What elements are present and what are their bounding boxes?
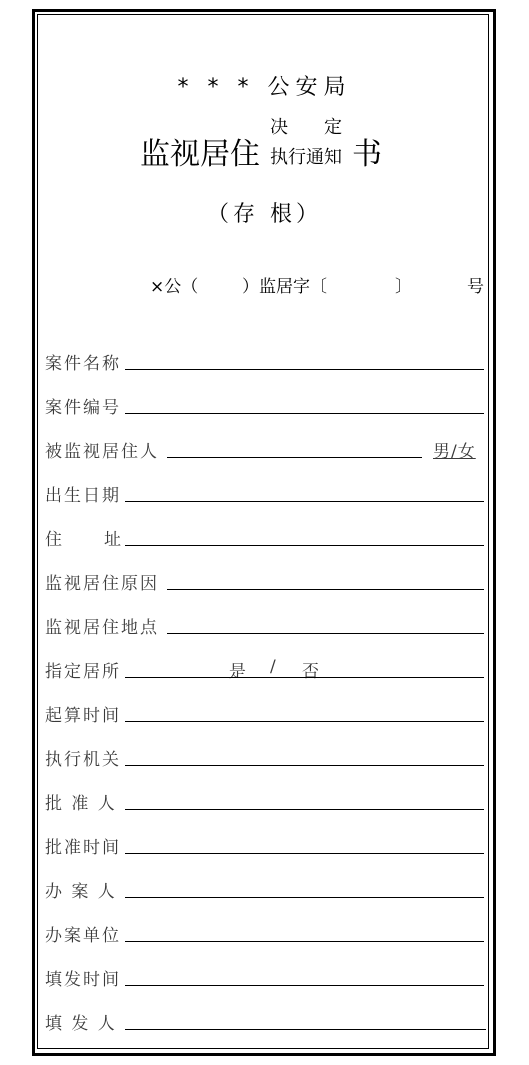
approval-time-field[interactable] <box>125 853 484 854</box>
location-label: 监视居住地点 <box>45 618 159 638</box>
case-number-label: 案件编号 <box>45 398 121 418</box>
reason-field[interactable] <box>167 589 484 590</box>
start-time-field[interactable] <box>125 721 484 722</box>
title-decision: 决 定 <box>270 117 342 138</box>
handling-unit-label: 办案单位 <box>45 926 121 946</box>
doc-number-prefix: ×公（ <box>150 277 199 297</box>
gender-options[interactable]: 男/女 <box>433 442 476 462</box>
reason-label: 监视居住原因 <box>45 574 159 594</box>
issuer-label: 填 发 人 <box>45 1014 117 1034</box>
executing-agency-field[interactable] <box>125 765 484 766</box>
designated-no[interactable]: 否 <box>302 662 319 682</box>
document-title <box>140 113 400 173</box>
subject-label: 被监视居住人 <box>45 442 159 462</box>
title-main: 监视居住 <box>140 137 260 172</box>
case-name-label: 案件名称 <box>45 354 121 374</box>
doc-number-close: 〕 <box>395 277 412 297</box>
designated-residence-label: 指定居所 <box>45 662 121 682</box>
address-field[interactable] <box>125 545 484 546</box>
title-end: 书 <box>352 137 382 172</box>
address-label-2: 址 <box>104 530 123 550</box>
stub-label: （存 根） <box>207 202 322 227</box>
agency-name: * * * 公安局 <box>177 75 352 100</box>
handler-label: 办 案 人 <box>45 882 117 902</box>
case-name-field[interactable] <box>125 369 484 370</box>
approver-field[interactable] <box>125 809 484 810</box>
subject-field[interactable] <box>167 457 422 458</box>
title-execution-notice: 执行通知 <box>270 147 342 168</box>
issue-time-label: 填发时间 <box>45 970 121 990</box>
designated-yes[interactable]: 是 <box>229 662 246 682</box>
approver-label: 批 准 人 <box>45 794 117 814</box>
designated-slash: / <box>270 657 276 677</box>
issue-time-field[interactable] <box>125 985 484 986</box>
doc-number-mid: ）监居字〔 <box>242 277 327 297</box>
doc-number-suffix: 号 <box>467 277 484 297</box>
birth-date-label: 出生日期 <box>45 486 121 506</box>
birth-date-field[interactable] <box>125 501 484 502</box>
issuer-field[interactable] <box>125 1029 486 1030</box>
address-label-1: 住 <box>45 530 64 550</box>
executing-agency-label: 执行机关 <box>45 750 121 770</box>
handling-unit-field[interactable] <box>125 941 484 942</box>
approval-time-label: 批准时间 <box>45 838 121 858</box>
location-field[interactable] <box>167 633 484 634</box>
handler-field[interactable] <box>125 897 484 898</box>
designated-residence-field[interactable] <box>125 677 484 678</box>
start-time-label: 起算时间 <box>45 706 121 726</box>
case-number-field[interactable] <box>125 413 484 414</box>
